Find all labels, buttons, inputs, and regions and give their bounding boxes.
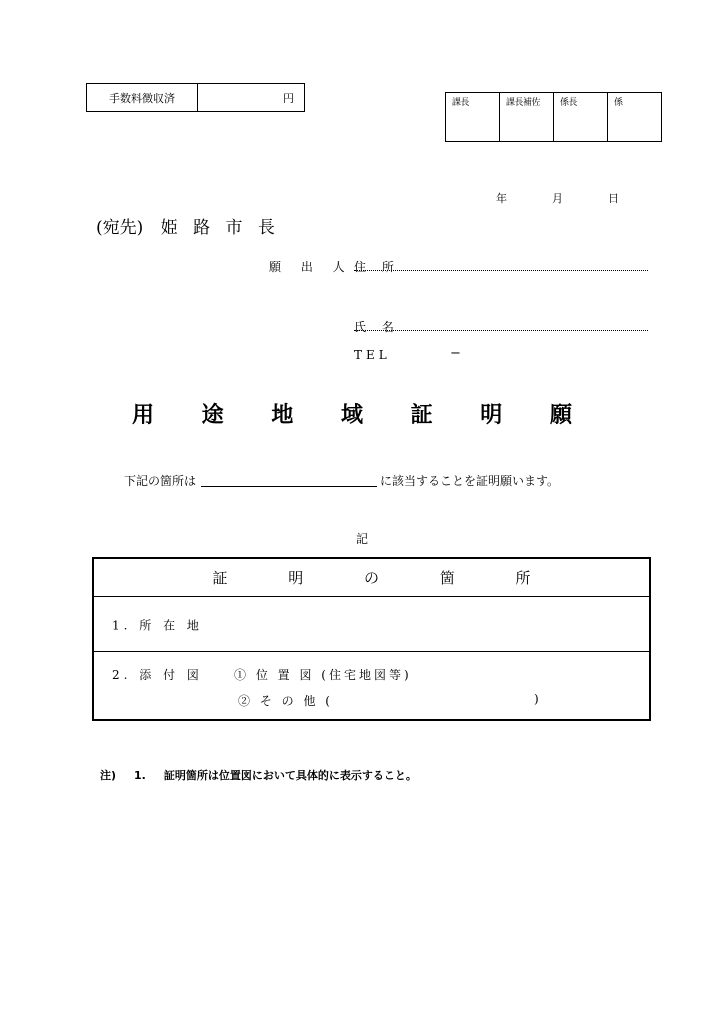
zone-name-field[interactable]: [201, 486, 377, 487]
addressee-name: 姫 路 市 長: [160, 218, 280, 238]
date-day: 日: [608, 192, 619, 205]
fee-amount-field[interactable]: [198, 84, 304, 111]
attachment-row: [94, 652, 649, 719]
note: [100, 767, 417, 783]
attachment-other-field[interactable]: [326, 690, 530, 706]
tel-dash: −: [450, 346, 461, 361]
name-label: 氏 名: [354, 320, 400, 334]
applicant-label: 願 出 人: [269, 260, 353, 274]
address-label: 住 所: [354, 260, 400, 274]
fee-box: [86, 83, 305, 112]
statement-before: 下記の箇所は: [124, 474, 197, 488]
attachment-map: ① 位 置 図 (住宅地図等): [234, 668, 412, 682]
document-title: 用 途 地 域 証 明 願: [132, 403, 592, 428]
note-number: 1.: [134, 769, 146, 782]
approval-cell-subsection-chief[interactable]: 係長: [554, 93, 608, 141]
attachment-other-close: ): [534, 692, 543, 706]
date-month: 月: [552, 192, 563, 205]
location-label: 1. 所 在 地: [112, 618, 203, 633]
addressee-prefix: (宛先): [96, 218, 144, 238]
name-field[interactable]: [354, 330, 648, 331]
fee-label: 手数料徴収済: [87, 84, 198, 111]
statement-after: に該当することを証明願います。: [380, 474, 560, 488]
note-prefix: 注): [100, 769, 117, 782]
date-year: 年: [496, 192, 507, 205]
date-line: [496, 190, 619, 206]
table-header: 証 明 の 箇 所: [94, 559, 649, 597]
certification-location-table: [92, 557, 651, 721]
approval-stamp-table: [445, 92, 662, 142]
note-text: 証明箇所は位置図において具体的に表示すること。: [163, 769, 417, 782]
location-row[interactable]: [94, 597, 649, 652]
address-field[interactable]: [354, 270, 648, 271]
approval-cell-staff[interactable]: 係: [614, 98, 623, 108]
fee-unit: 円: [283, 91, 294, 105]
attachment-label: 2. 添 付 図: [112, 668, 203, 682]
ki-mark: 記: [355, 532, 368, 546]
attachment-other: ② そ の 他 (: [238, 694, 333, 708]
addressee: [96, 213, 280, 238]
tel-label: TEL: [354, 348, 391, 362]
approval-cell-deputy-chief[interactable]: 課長補佐: [500, 93, 554, 141]
approval-cell-section-chief[interactable]: 課長: [446, 93, 500, 141]
